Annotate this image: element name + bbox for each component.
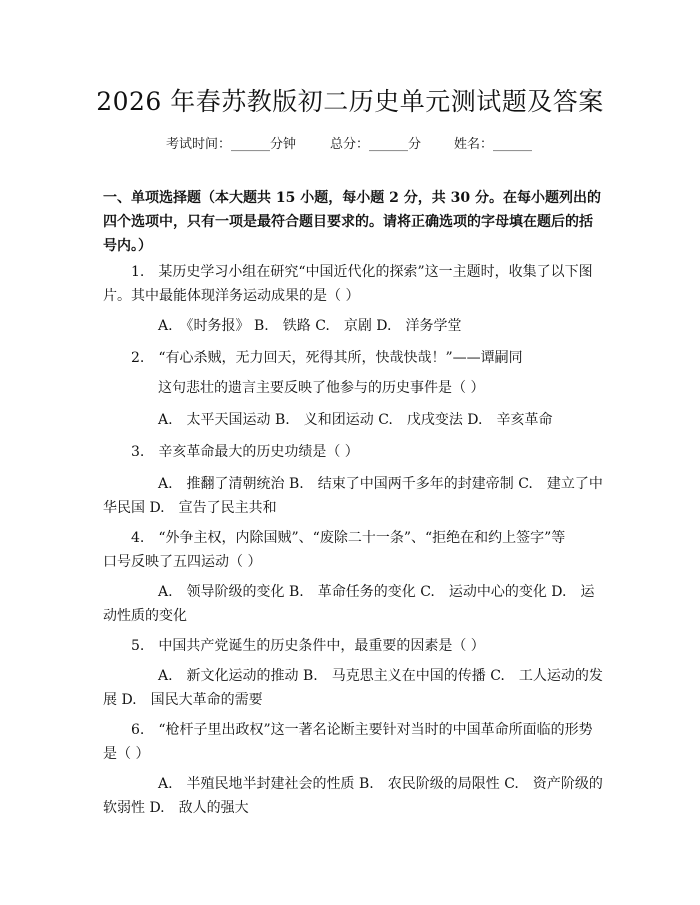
student-name-field: 姓名：______ — [454, 137, 533, 152]
question-3-line-1: 3. 辛亥革命最大的历史功绩是（ ） — [131, 444, 359, 460]
question-4-line-1: 4. “外争主权，内除国贼”、“废除二十一条”、“拒绝在和约上签字”等 — [131, 530, 566, 546]
page-title: 2026 年春苏教版初二历史单元测试题及答案 — [96, 87, 604, 116]
question-6-line-1: 6. “枪杆子里出政权”这一著名论断主要针对当时的中国革命所面临的形势 — [131, 722, 593, 738]
question-6-options-line-2: 软弱性 D. 敌人的强大 — [103, 800, 249, 816]
question-2-options: A. 太平天国运动 B. 义和团运动 C. 戊戌变法 D. 辛亥革命 — [158, 412, 553, 428]
question-4-options-line-2: 动性质的变化 — [103, 608, 187, 624]
question-5-line-1: 5. 中国共产党诞生的历史条件中，最重要的因素是（ ） — [131, 638, 485, 654]
question-3-options-line-1: A. 推翻了清朝统治 B. 结束了中国两千多年的封建帝制 C. 建立了中 — [158, 476, 603, 492]
question-4-line-2: 口号反映了五四运动（ ） — [103, 554, 262, 570]
section-heading: 一、单项选择题（本大题共 15 小题，每小题 2 分，共 30 分。在每小题列出的四个选项中，只有一项是最符合题目要求的。请将正确选项的字母填在题后的括号内。） — [103, 190, 601, 254]
question-4-options-line-1: A. 领导阶级的变化 B. 革命任务的变化 C. 运动中心的变化 D. 运 — [158, 584, 595, 600]
question-6-line-2: 是（ ） — [103, 746, 150, 762]
exam-time-field: 考试时间：______分钟 — [166, 137, 297, 152]
question-1-line-2: 片。其中最能体现洋务运动成果的是（ ） — [103, 288, 360, 304]
question-2-line-2: 这句悲壮的遗言主要反映了他参与的历史事件是（ ） — [158, 380, 485, 396]
question-3-options-line-2: 华民国 D. 宣告了民主共和 — [103, 500, 277, 516]
question-5-options-line-2: 展 D. 国民大革命的需要 — [103, 692, 263, 708]
question-6-options-line-1: A. 半殖民地半封建社会的性质 B. 农民阶级的局限性 C. 资产阶级的 — [158, 776, 603, 792]
question-5-options-line-1: A. 新文化运动的推动 B. 马克思主义在中国的传播 C. 工人运动的发 — [158, 668, 603, 684]
total-score-field: 总分：______分 — [330, 137, 422, 152]
question-2-line-1: 2. “有心杀贼，无力回天，死得其所，快哉快哉！”——谭嗣同 — [131, 350, 523, 366]
question-1-line-1: 1. 某历史学习小组在研究“中国近代化的探索”这一主题时，收集了以下图 — [131, 264, 593, 280]
question-1-options: A. 《时务报》 B. 铁路 C. 京剧 D. 洋务学堂 — [158, 318, 462, 334]
